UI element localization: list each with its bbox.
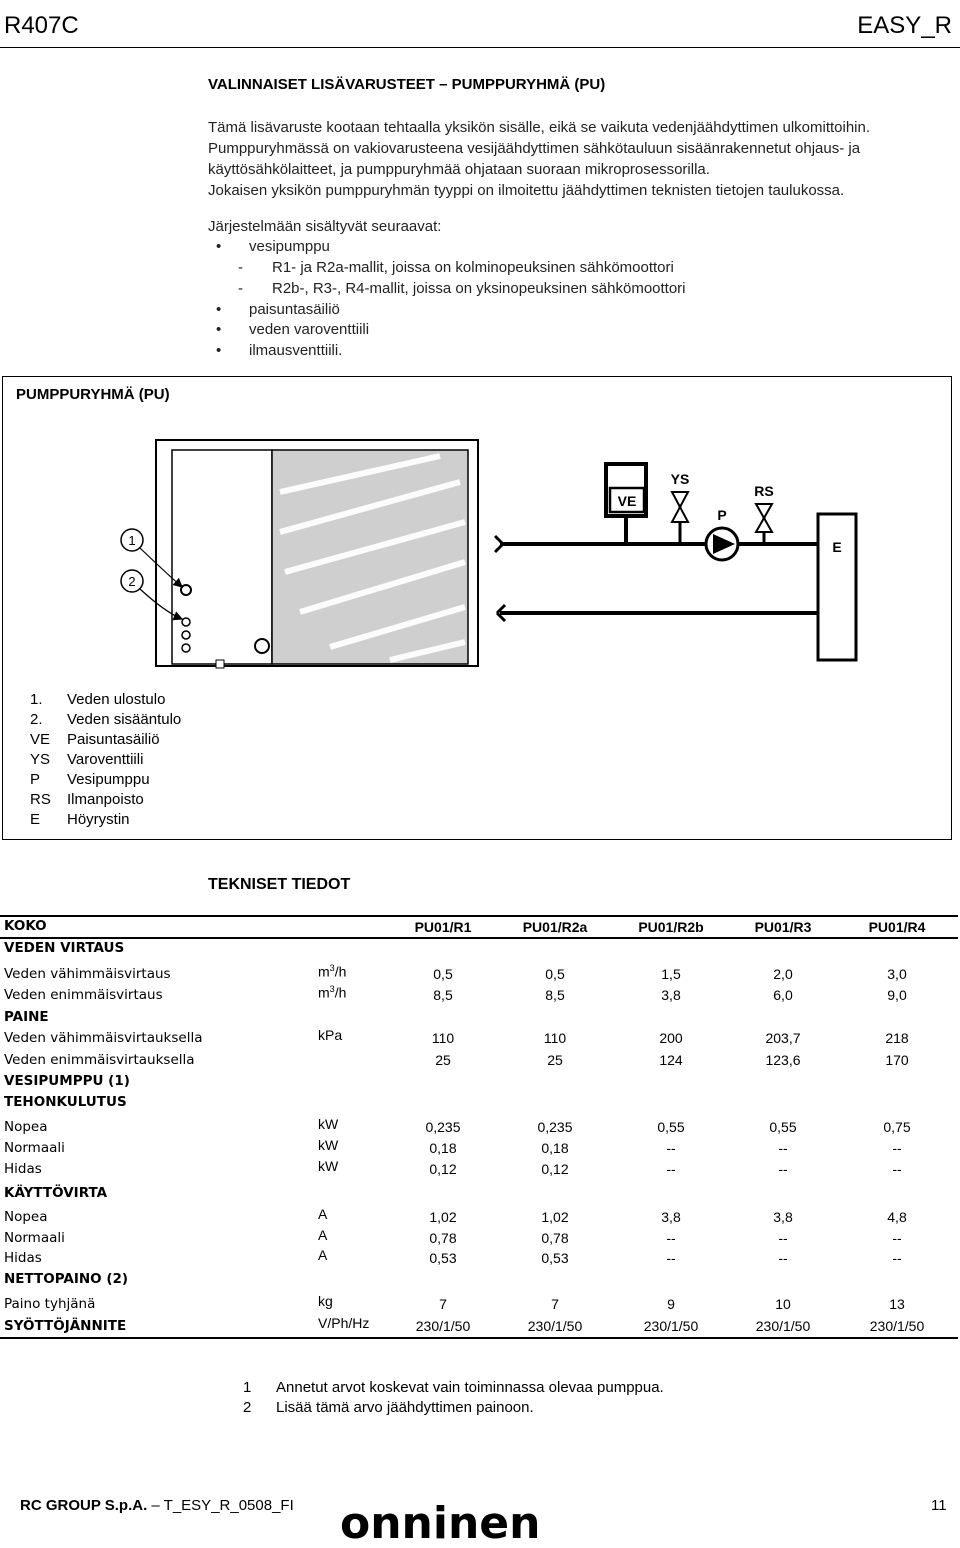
table-unit: V/Ph/Hz (318, 1315, 370, 1331)
table-cell: 230/1/50 (527, 1318, 583, 1334)
table-group-label: VESIPUMPPU (1) (4, 1073, 130, 1089)
table-cell: 230/1/50 (415, 1318, 471, 1334)
list-marker: • (216, 301, 222, 318)
table-unit: kW (318, 1158, 339, 1174)
table-cell: 8,5 (433, 987, 453, 1003)
legend-item: E Höyrystin (30, 811, 130, 828)
section-title: VALINNAISET LISÄVARUSTEET – PUMPPURYHMÄ (PU) (208, 76, 606, 93)
table-cell: 123,6 (765, 1052, 801, 1068)
table-row-label: Veden vähimmäisvirtaus (4, 966, 171, 982)
table-unit: $m^3/h$ (318, 963, 347, 980)
list-marker: - (238, 259, 243, 276)
column-header: PU01/R4 (868, 919, 926, 935)
table-cell: -- (778, 1140, 788, 1156)
table-cell: 0,55 (769, 1119, 797, 1135)
list-item: vesipumppu (249, 238, 330, 255)
table-group-label: SYÖTTÖJÄNNITE (4, 1318, 127, 1334)
table-cell: 230/1/50 (643, 1318, 699, 1334)
svg-text:onninen: onninen (340, 1500, 541, 1546)
diagram-legend (30, 690, 181, 830)
table-cell: -- (892, 1140, 902, 1156)
table-cell: 3,8 (661, 987, 681, 1003)
table-cell: 0,78 (429, 1230, 457, 1246)
list-title: Järjestelmään sisältyvät seuraavat: (208, 218, 442, 235)
unit-illustration (156, 440, 478, 668)
table-group-label: NETTOPAINO (2) (4, 1271, 129, 1287)
header-product: EASY_R (857, 12, 952, 39)
table-cell: 170 (885, 1052, 909, 1068)
footnote-1: 1 Annetut arvot koskevat vain toiminnassa olevaa pumppua. (243, 1379, 664, 1396)
table-cell: 0,18 (541, 1140, 569, 1156)
table-cell: 0,235 (425, 1119, 461, 1135)
table-group-label: PAINE (4, 1009, 49, 1025)
tech-data-title: TEKNISET TIEDOT (208, 876, 351, 893)
intro-text (208, 117, 953, 201)
e-label: E (832, 539, 842, 555)
table-cell: 218 (885, 1030, 909, 1046)
pump-group-title: PUMPPURYHMÄ (PU) (16, 386, 170, 403)
table-cell: 0,235 (537, 1119, 573, 1135)
table-cell: 7 (551, 1296, 559, 1312)
table-unit: kW (318, 1116, 339, 1132)
table-group-label: VEDEN VIRTAUS (4, 940, 125, 956)
legend-item: 1. Veden ulostulo (30, 691, 166, 708)
hydraulic-schematic (495, 464, 856, 660)
table-cell: 1,02 (541, 1209, 569, 1225)
table-cell: 0,55 (657, 1119, 685, 1135)
table-cell: 0,53 (541, 1250, 569, 1266)
table-row-label: Normaali (4, 1140, 65, 1156)
table-unit: kW (318, 1137, 339, 1153)
table-header-rule (0, 937, 958, 939)
table-cell: 13 (889, 1296, 905, 1312)
table-cell: 9 (667, 1296, 675, 1312)
table-cell: -- (666, 1140, 676, 1156)
table-cell: 10 (775, 1296, 791, 1312)
table-cell: 110 (543, 1030, 567, 1046)
table-cell: 1,5 (661, 966, 681, 982)
intro-line: Jokaisen yksikön pumppuryhmän tyyppi on ilmoitettu jäähdyttimen teknisten tietojen taulukossa. (208, 182, 845, 199)
ys-label: YS (670, 471, 690, 487)
footer-doc: RC GROUP S.p.A. – T_ESY_R_0508_FI (20, 1497, 294, 1514)
table-top-rule (0, 915, 958, 917)
list-item: veden varoventtiili (249, 321, 370, 338)
legend-item: VE Paisuntasäiliö (30, 731, 160, 748)
column-header: PU01/R1 (414, 919, 472, 935)
page-number: 11 (931, 1497, 947, 1514)
table-cell: 0,18 (429, 1140, 457, 1156)
intro-line: käyttösähkölaitteet, ja pumppuryhmää ohjataan suoraan mikroprosessorilla. (208, 161, 710, 178)
table-unit: A (318, 1206, 328, 1222)
table-cell: 203,7 (765, 1030, 801, 1046)
table-row-label: Veden enimmäisvirtauksella (4, 1052, 195, 1068)
footnote-2: 2 Lisää tämä arvo jäähdyttimen painoon. (243, 1399, 534, 1416)
table-group-label: TEHONKULUTUS (4, 1094, 127, 1110)
table-cell: 7 (439, 1296, 447, 1312)
table-cell: -- (892, 1250, 902, 1266)
table-cell: 1,02 (429, 1209, 457, 1225)
table-cell: 0,5 (433, 966, 453, 982)
p-label: P (717, 507, 727, 523)
table-cell: 124 (659, 1052, 683, 1068)
list-marker: • (216, 321, 222, 338)
table-cell: -- (666, 1250, 676, 1266)
table-cell: 0,5 (545, 966, 565, 982)
table-row-label: Paino tyhjänä (4, 1296, 96, 1312)
header-model: R407C (4, 12, 79, 39)
table-cell: 230/1/50 (869, 1318, 925, 1334)
intro-line: Tämä lisävaruste kootaan tehtaalla yksikön sisälle, eikä se vaikuta vedenjäähdyttimen ulkomittoihin. (208, 119, 871, 136)
list-marker: • (216, 342, 222, 359)
legend-item: RS Ilmanpoisto (30, 791, 144, 808)
table-row-label: Hidas (4, 1250, 42, 1266)
table-row-label: Veden vähimmäisvirtauksella (4, 1030, 203, 1046)
column-header: PU01/R3 (754, 919, 812, 935)
svg-text:2: 2 (128, 574, 136, 589)
list-item: R1- ja R2a-mallit, joissa on kolminopeuksinen sähkömoottori (272, 259, 674, 276)
legend-item: 2. Veden sisääntulo (30, 711, 182, 728)
table-cell: -- (666, 1230, 676, 1246)
list-item: paisuntasäiliö (249, 301, 340, 318)
table-cell: 0,75 (883, 1119, 911, 1135)
table-unit: A (318, 1247, 328, 1263)
table-unit: kg (318, 1293, 333, 1309)
table-cell: 2,0 (773, 966, 793, 982)
table-cell: 3,8 (661, 1209, 681, 1225)
size-label: KOKO (4, 918, 47, 934)
svg-text:1: 1 (128, 533, 136, 548)
table-cell: 0,12 (541, 1161, 569, 1177)
table-cell: 0,12 (429, 1161, 457, 1177)
table-cell: 25 (435, 1052, 451, 1068)
table-cell: 0,78 (541, 1230, 569, 1246)
list-item: ilmausventtiili. (249, 342, 343, 359)
header-rule (0, 47, 960, 48)
table-cell: 110 (431, 1030, 455, 1046)
list-item: R2b-, R3-, R4-mallit, joissa on yksinopeuksinen sähkömoottori (272, 280, 686, 297)
table-cell: 4,8 (887, 1209, 907, 1225)
ve-label: VE (617, 493, 637, 509)
table-row-label: Nopea (4, 1119, 48, 1135)
table-cell: 3,0 (887, 966, 907, 982)
rs-label: RS (754, 483, 774, 499)
table-cell: -- (892, 1230, 902, 1246)
table-cell: -- (778, 1230, 788, 1246)
table-cell: 9,0 (887, 987, 907, 1003)
column-header: PU01/R2a (522, 919, 588, 935)
table-cell: -- (892, 1161, 902, 1177)
table-cell: -- (778, 1250, 788, 1266)
table-group-label: KÄYTTÖVIRTA (4, 1185, 108, 1201)
table-unit: kPa (318, 1027, 343, 1043)
table-cell: -- (666, 1161, 676, 1177)
legend-item: P Vesipumppu (30, 771, 150, 788)
intro-line: Pumppuryhmässä on vakiovarusteena vesijäähdyttimen sähkötauluun sisäänrakennetut ohjaus- ja (208, 140, 861, 157)
table-bottom-rule (0, 1337, 958, 1339)
table-row-label: Normaali (4, 1230, 65, 1246)
table-row-label: Hidas (4, 1161, 42, 1177)
table-cell: 230/1/50 (755, 1318, 811, 1334)
table-cell: 25 (547, 1052, 563, 1068)
table-cell: -- (778, 1161, 788, 1177)
table-unit: A (318, 1227, 328, 1243)
table-cell: 200 (659, 1030, 683, 1046)
list-marker: - (238, 280, 243, 297)
table-unit: $m^3/h$ (318, 984, 347, 1001)
legend-item: YS Varoventtiili (30, 751, 144, 768)
table-row-label: Veden enimmäisvirtaus (4, 987, 163, 1003)
onninen-logo (340, 1500, 600, 1546)
table-cell: 6,0 (773, 987, 793, 1003)
table-cell: 0,53 (429, 1250, 457, 1266)
column-header: PU01/R2b (638, 919, 704, 935)
list-marker: • (216, 238, 222, 255)
table-row-label: Nopea (4, 1209, 48, 1225)
table-cell: 8,5 (545, 987, 565, 1003)
pump-group-diagram (110, 432, 890, 684)
table-cell: 3,8 (773, 1209, 793, 1225)
